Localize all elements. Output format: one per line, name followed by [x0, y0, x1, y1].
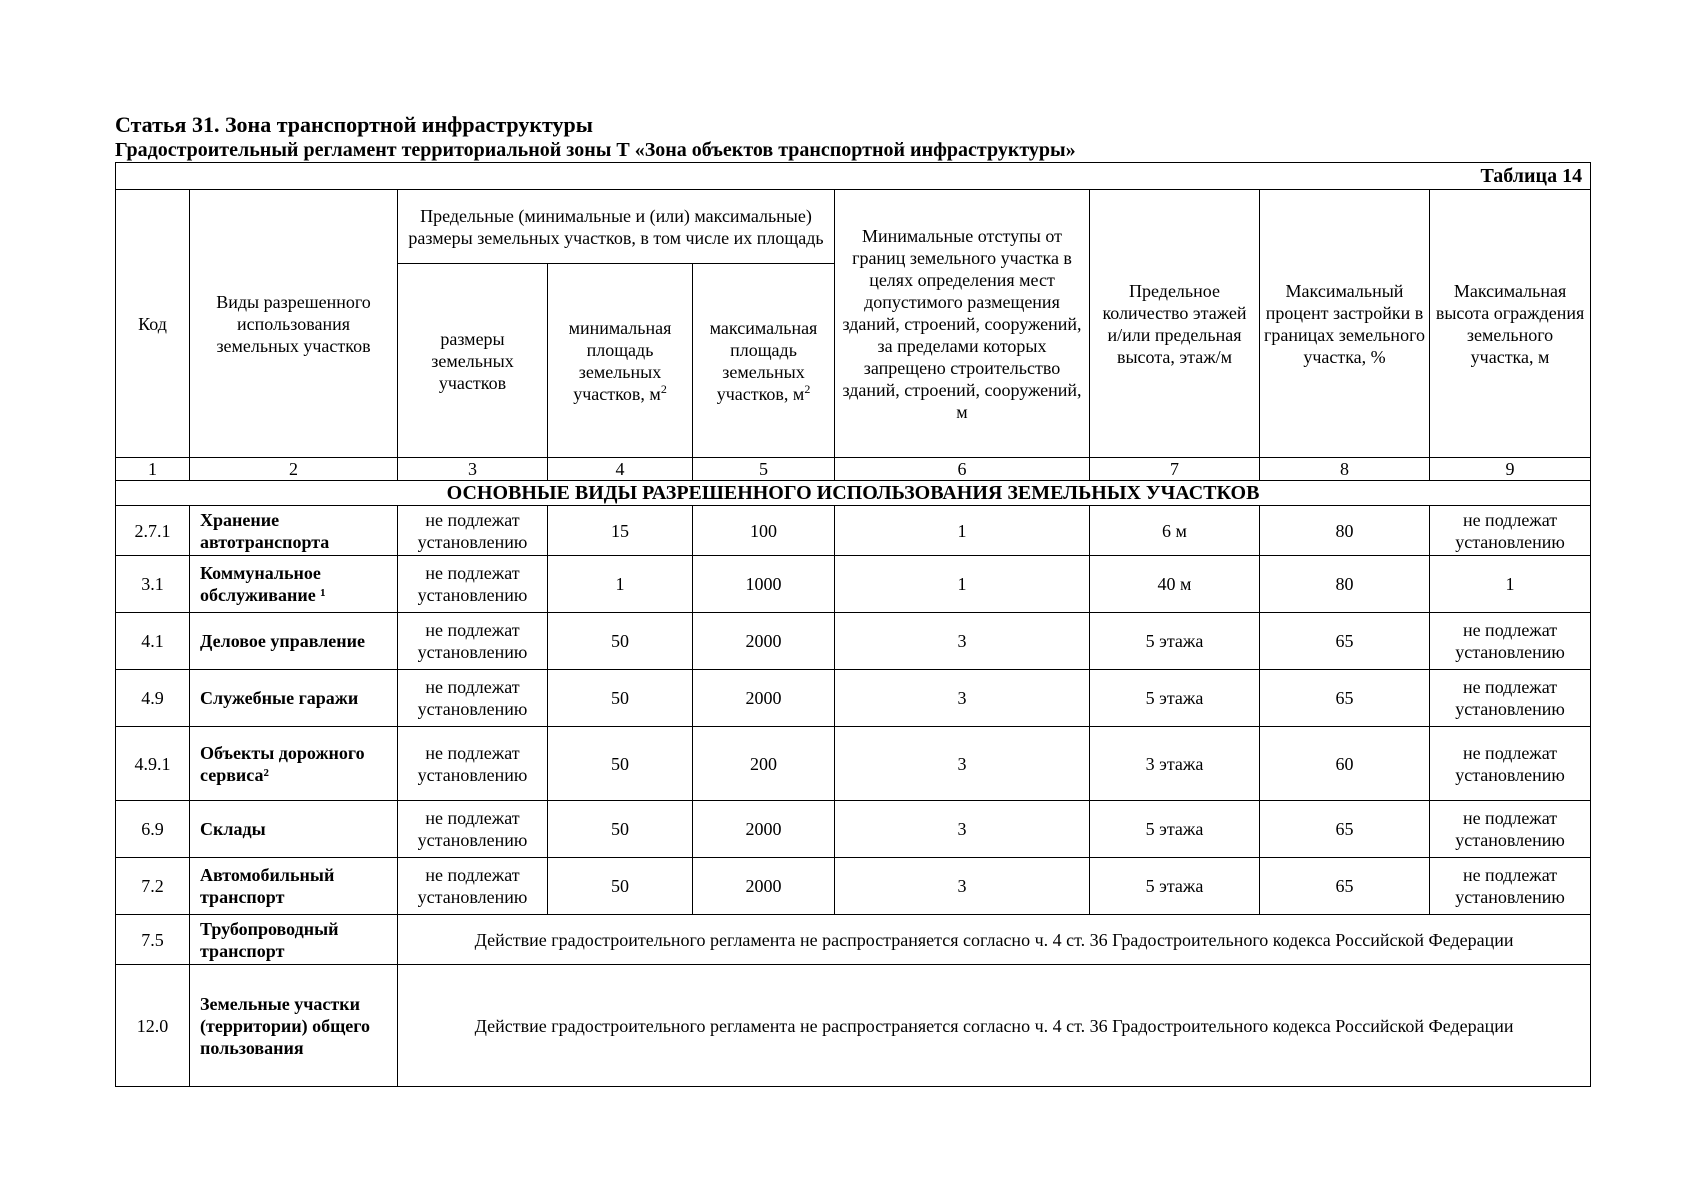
article-title: Статья 31. Зона транспортной инфраструктуры [115, 112, 593, 137]
header-sizes: размеры земельных участков [398, 264, 548, 458]
cell-code: 7.5 [116, 915, 190, 965]
cell-setback: 1 [835, 506, 1090, 556]
cell-setback: 3 [835, 801, 1090, 858]
cell-max-area: 1000 [693, 556, 835, 613]
cell-use-name: Служебные гаражи [190, 670, 398, 727]
column-number: 6 [835, 458, 1090, 481]
table-row [116, 801, 1591, 858]
cell-use-name: Автомобильный транспорт [190, 858, 398, 915]
cell-code: 4.9.1 [116, 727, 190, 801]
cell-min-area: 50 [548, 613, 693, 670]
cell-code: 4.1 [116, 613, 190, 670]
column-number: 8 [1260, 458, 1430, 481]
cell-code: 6.9 [116, 801, 190, 858]
cell-coverage: 65 [1260, 858, 1430, 915]
cell-fence: не подлежат установлению [1430, 670, 1591, 727]
cell-use-name: Склады [190, 801, 398, 858]
cell-fence: не подлежат установлению [1430, 613, 1591, 670]
cell-coverage: 65 [1260, 801, 1430, 858]
cell-regulation-note: Действие градостроительного регламента не распространяется согласно ч. 4 ст. 36 Градостроительного кодекса Российской Федерации [398, 915, 1591, 965]
table-row [116, 915, 1591, 965]
header-limits-group: Предельные (минимальные и (или) максимальные) размеры земельных участков, в том числе их площадь [398, 190, 835, 264]
cell-setback: 3 [835, 670, 1090, 727]
document-page [115, 112, 1590, 1087]
cell-use-name: Хранение автотранспорта [190, 506, 398, 556]
cell-floors: 3 этажа [1090, 727, 1260, 801]
cell-sizes: не подлежат установлению [398, 670, 548, 727]
cell-use-name: Коммунальное обслуживание ¹ [190, 556, 398, 613]
header-coverage: Максимальный процент застройки в границах земельного участка, % [1260, 190, 1430, 458]
cell-use-name: Объекты дорожного сервиса² [190, 727, 398, 801]
cell-coverage: 65 [1260, 670, 1430, 727]
header-use: Виды разрешенного использования земельных участков [190, 190, 398, 458]
cell-code: 7.2 [116, 858, 190, 915]
regulation-table [115, 162, 1591, 1087]
cell-sizes: не подлежат установлению [398, 613, 548, 670]
cell-sizes: не подлежат установлению [398, 801, 548, 858]
cell-coverage: 80 [1260, 506, 1430, 556]
cell-min-area: 15 [548, 506, 693, 556]
cell-floors: 5 этажа [1090, 858, 1260, 915]
table-row [116, 727, 1591, 801]
cell-min-area: 50 [548, 858, 693, 915]
cell-floors: 5 этажа [1090, 613, 1260, 670]
header-code: Код [116, 190, 190, 458]
table-row [116, 858, 1591, 915]
column-number: 5 [693, 458, 835, 481]
cell-max-area: 100 [693, 506, 835, 556]
column-number: 7 [1090, 458, 1260, 481]
cell-floors: 6 м [1090, 506, 1260, 556]
table-row [116, 556, 1591, 613]
header-floors: Предельное количество этажей и/или предельная высота, этаж/м [1090, 190, 1260, 458]
header-max-area-sup: 2 [804, 381, 811, 396]
cell-regulation-note: Действие градостроительного регламента не распространяется согласно ч. 4 ст. 36 Градостроительного кодекса Российской Федерации [398, 965, 1591, 1087]
column-number: 4 [548, 458, 693, 481]
header-setbacks: Минимальные отступы от границ земельного участка в целях определения мест допустимого размещения зданий, строений, сооружений, за пределами которых запрещено строительство зданий, строений, сооружений, м [835, 190, 1090, 458]
header-min-area-text: минимальная площадь земельных участков, м [568, 317, 672, 404]
cell-setback: 1 [835, 556, 1090, 613]
cell-code: 2.7.1 [116, 506, 190, 556]
table-row [116, 613, 1591, 670]
cell-sizes: не подлежат установлению [398, 858, 548, 915]
cell-min-area: 1 [548, 556, 693, 613]
cell-fence: не подлежат установлению [1430, 506, 1591, 556]
cell-coverage: 60 [1260, 727, 1430, 801]
table-row [116, 506, 1591, 556]
column-numbers-row [116, 458, 1591, 481]
cell-sizes: не подлежат установлению [398, 556, 548, 613]
cell-coverage: 65 [1260, 613, 1430, 670]
header-min-area-sup: 2 [660, 381, 667, 396]
cell-max-area: 2000 [693, 670, 835, 727]
cell-use-name: Трубопроводный транспорт [190, 915, 398, 965]
cell-fence: не подлежат установлению [1430, 727, 1591, 801]
header-max-area [693, 264, 835, 458]
cell-code: 3.1 [116, 556, 190, 613]
table-caption: Таблица 14 [116, 163, 1591, 190]
section-title: ОСНОВНЫЕ ВИДЫ РАЗРЕШЕННОГО ИСПОЛЬЗОВАНИЯ ЗЕМЕЛЬНЫХ УЧАСТКОВ [116, 481, 1591, 506]
table-row [116, 670, 1591, 727]
cell-code: 4.9 [116, 670, 190, 727]
header-min-area [548, 264, 693, 458]
regulation-subtitle: Градостроительный регламент территориальной зоны Т «Зона объектов транспортной инфраструктуры» [115, 139, 1076, 161]
cell-min-area: 50 [548, 801, 693, 858]
cell-min-area: 50 [548, 670, 693, 727]
column-number: 1 [116, 458, 190, 481]
cell-setback: 3 [835, 613, 1090, 670]
header-fence: Максимальная высота ограждения земельного участка, м [1430, 190, 1591, 458]
cell-max-area: 2000 [693, 858, 835, 915]
cell-coverage: 80 [1260, 556, 1430, 613]
cell-max-area: 2000 [693, 801, 835, 858]
cell-setback: 3 [835, 727, 1090, 801]
column-number: 9 [1430, 458, 1591, 481]
cell-code: 12.0 [116, 965, 190, 1087]
cell-floors: 5 этажа [1090, 801, 1260, 858]
cell-max-area: 200 [693, 727, 835, 801]
cell-use-name: Земельные участки (территории) общего пользования [190, 965, 398, 1087]
cell-min-area: 50 [548, 727, 693, 801]
table-row [116, 965, 1591, 1087]
cell-fence: не подлежат установлению [1430, 858, 1591, 915]
cell-setback: 3 [835, 858, 1090, 915]
cell-max-area: 2000 [693, 613, 835, 670]
cell-use-name: Деловое управление [190, 613, 398, 670]
cell-sizes: не подлежат установлению [398, 727, 548, 801]
column-number: 3 [398, 458, 548, 481]
cell-fence: не подлежат установлению [1430, 801, 1591, 858]
cell-fence: 1 [1430, 556, 1591, 613]
cell-floors: 5 этажа [1090, 670, 1260, 727]
header-max-area-text: максимальная площадь земельных участков, м [709, 317, 818, 404]
column-number: 2 [190, 458, 398, 481]
cell-floors: 40 м [1090, 556, 1260, 613]
cell-sizes: не подлежат установлению [398, 506, 548, 556]
